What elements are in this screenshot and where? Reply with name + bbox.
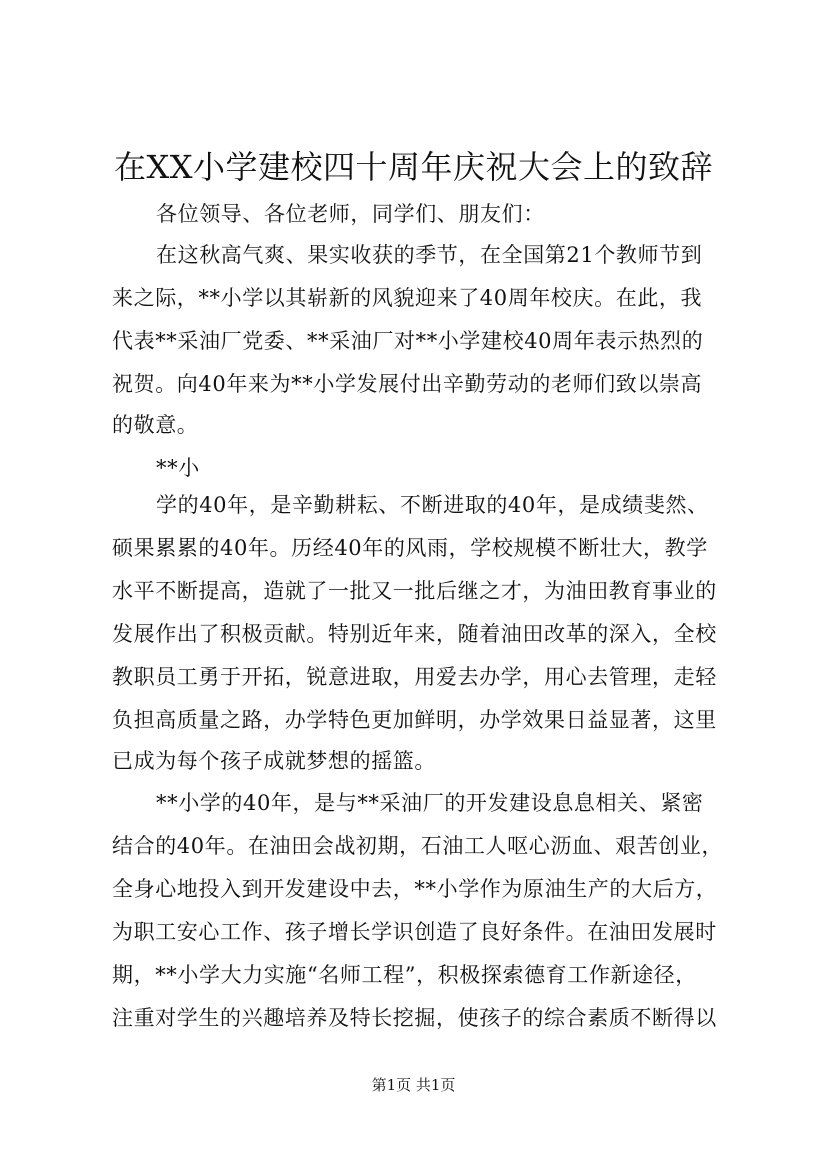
paragraph-line: 的敬意。 xyxy=(112,413,199,437)
document-title: 在XX小学建校四十周年庆祝大会上的致辞 xyxy=(113,148,714,186)
paragraph-line: 在这秋高气爽、果实收获的季节，在全国第21个教师节到 xyxy=(156,243,703,267)
paragraph-line: 来之际，**小学以其崭新的风貌迎来了40周年校庆。在此，我 xyxy=(112,286,703,310)
page-number: 第1页 共1页 xyxy=(371,1076,456,1094)
salutation: 各位领导、各位老师，同学们、朋友们： xyxy=(156,202,545,226)
paragraph-line: 水平不断提高，造就了一批又一批后继之才，为油田教育事业的 xyxy=(112,579,717,603)
paragraph-line: 代表**采油厂党委、**采油厂对**小学建校40周年表示热烈的 xyxy=(112,329,704,353)
paragraph-line: **小学的40年，是与**采油厂的开发建设息息相关、紧密 xyxy=(156,791,704,815)
paragraph-line: 学的40年，是辛勤耕耘、不断进取的40年，是成绩斐然、 xyxy=(156,493,709,517)
paragraph-line: 硕果累累的40年。历经40年的风雨，学校规模不断壮大，教学 xyxy=(112,536,708,560)
paragraph-line: 教职员工勇于开拓，锐意进取，用爱去办学，用心去管理，走轻 xyxy=(112,665,717,689)
paragraph-line: 祝贺。向40年来为**小学发展付出辛勤劳动的老师们致以崇高 xyxy=(112,372,703,396)
paragraph-line: 期，**小学大力实施“名师工程”，积极探索德育工作新途径， xyxy=(112,963,697,987)
paragraph-line: 注重对学生的兴趣培养及特长挖掘，使孩子的综合素质不断得以 xyxy=(112,1006,717,1030)
paragraph-line: 已成为每个孩子成就梦想的摇篮。 xyxy=(112,749,436,773)
paragraph-line: **小 xyxy=(156,456,200,480)
paragraph-line: 发展作出了积极贡献。特别近年来，随着油田改革的深入，全校 xyxy=(112,622,717,646)
paragraph-line: 为职工安心工作、孩子增长学识创造了良好条件。在油田发展时 xyxy=(112,920,717,944)
paragraph-line: 结合的40年。在油田会战初期，石油工人呕心沥血、艰苦创业， xyxy=(112,834,724,858)
paragraph-line: 全身心地投入到开发建设中去，**小学作为原油生产的大后方， xyxy=(112,877,718,901)
paragraph-line: 负担高质量之路，办学特色更加鲜明，办学效果日益显著，这里 xyxy=(112,708,717,732)
